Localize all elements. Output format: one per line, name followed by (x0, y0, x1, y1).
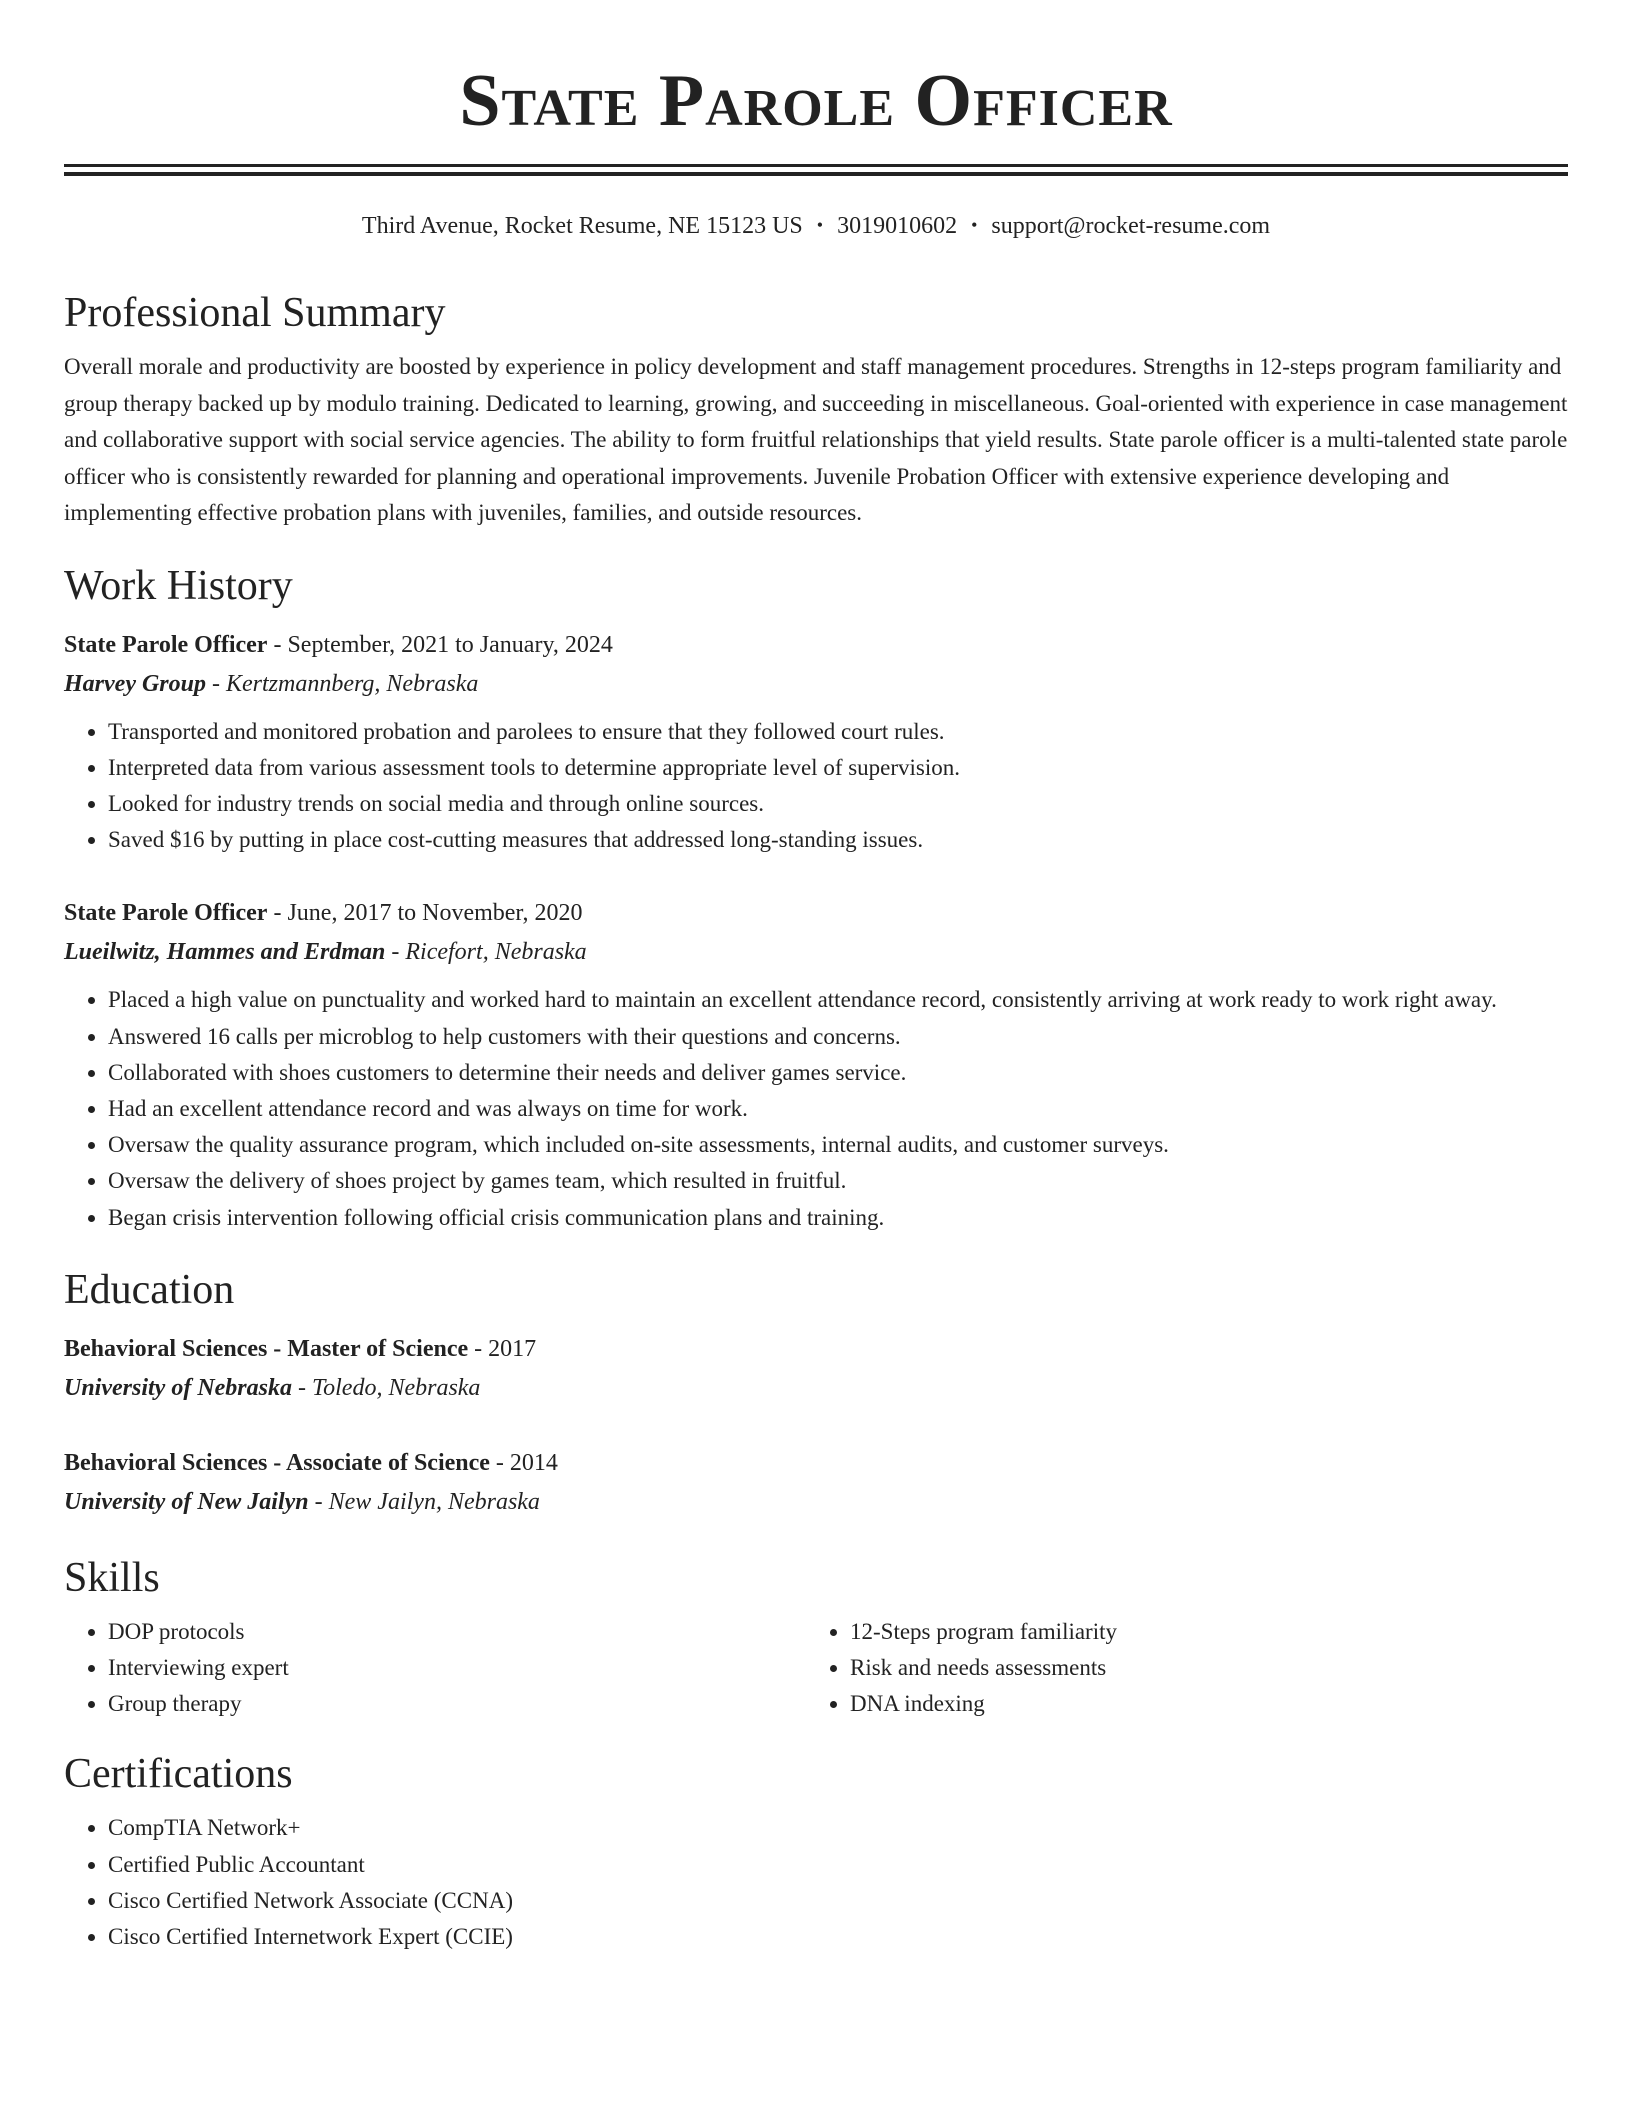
degree-name: Behavioral Sciences - Master of Science (64, 1335, 469, 1362)
job-location: - Ricefort, Nebraska (385, 939, 587, 966)
certifications-list (64, 1810, 1568, 1955)
job-entry (64, 626, 1568, 859)
skills-grid (64, 1614, 1568, 1723)
contact-address: Third Avenue, Rocket Resume, NE 15123 US (361, 213, 803, 239)
job-bullets (64, 714, 1568, 859)
list-item: • Interviewing expert (108, 1650, 806, 1686)
job-company: Lueilwitz, Hammes and Erdman (64, 939, 386, 966)
job-company-line (64, 932, 1568, 972)
list-item: • Saved $16 by putting in place cost-cutting measures that addressed long-standing issues. (108, 822, 1568, 858)
list-item: • CompTIA Network+ (108, 1810, 1568, 1846)
job-title: State Parole Officer (64, 900, 268, 927)
degree-line (64, 1444, 1568, 1482)
job-company: Harvey Group (64, 670, 206, 697)
list-item: • Cisco Certified Internetwork Expert (CCIE) (108, 1919, 1568, 1955)
job-location: - Kertzmannberg, Nebraska (205, 670, 479, 697)
list-item: • Placed a high value on punctuality and worked hard to maintain an excellent attendance record, consistently arriving at work ready to work right away. (108, 982, 1568, 1018)
list-item: • DOP protocols (108, 1614, 806, 1650)
list-item: • Collaborated with shoes customers to determine their needs and deliver games service. (108, 1055, 1568, 1091)
contact-email: support@rocket-resume.com (991, 213, 1271, 239)
summary-text: Overall morale and productivity are boosted by experience in policy development and staff management procedures. Strengths in 12-steps program familiarity and group therapy backed up by modulo training. Dedicated to learning, growing, and succeeding in miscellaneous. Goal-oriented with experience in case management and collaborative support with social service agencies. The ability to form fruitful relationships that yield results. State parole officer is a multi-talented state parole officer who is consistently rewarded for planning and operational improvements. Juvenile Probation Officer with extensive experience developing and implementing effective probation plans with juveniles, families, and outside resources. (64, 354, 1568, 525)
job-entry (64, 894, 1568, 1235)
certifications-heading: Certifications (64, 1751, 293, 1798)
school-line (64, 1368, 1568, 1408)
list-item: • 12-Steps program familiarity (850, 1614, 1568, 1650)
degree-year: - 2017 (468, 1335, 537, 1362)
school-line (64, 1482, 1568, 1522)
list-item: • Group therapy (108, 1686, 806, 1722)
degree-name: Behavioral Sciences - Associate of Science (64, 1449, 490, 1476)
job-dates: - June, 2017 to November, 2020 (267, 900, 583, 927)
skills-list-left (64, 1614, 806, 1723)
contact-separator: • (971, 215, 978, 235)
contact-phone: 3019010602 (837, 213, 958, 239)
title-rule-bottom (64, 172, 1568, 176)
skills-list-right (806, 1614, 1568, 1723)
list-item: • Had an excellent attendance record and was always on time for work. (108, 1091, 1568, 1127)
school-location: - New Jailyn, Nebraska (308, 1488, 540, 1515)
education-entry (64, 1330, 1568, 1408)
job-title-line (64, 626, 1568, 664)
contact-line (64, 210, 1568, 241)
list-item: • Answered 16 calls per microblog to help customers with their questions and concerns. (108, 1019, 1568, 1055)
skills-heading: Skills (64, 1554, 160, 1601)
list-item: • Began crisis intervention following official crisis communication plans and training. (108, 1200, 1568, 1236)
contact-separator: • (816, 215, 824, 235)
degree-line (64, 1330, 1568, 1368)
list-item: • Oversaw the delivery of shoes project by games team, which resulted in fruitful. (108, 1163, 1568, 1199)
job-title-line (64, 894, 1568, 932)
list-item: • Cisco Certified Network Associate (CCNA) (108, 1883, 1568, 1919)
school-name: University of Nebraska (64, 1374, 292, 1401)
list-item: • Interpreted data from various assessment tools to determine appropriate level of supervision. (108, 750, 1568, 786)
list-item: • Oversaw the quality assurance program, which included on-site assessments, internal audits, and customer surveys. (108, 1127, 1568, 1163)
work-history-heading: Work History (64, 562, 293, 609)
list-item: • Transported and monitored probation and parolees to ensure that they followed court rules. (108, 714, 1568, 750)
job-dates: - September, 2021 to January, 2024 (267, 631, 613, 658)
page-title: State Parole Officer (459, 60, 1173, 142)
title-rule-top (64, 164, 1568, 167)
job-bullets (64, 982, 1568, 1235)
list-item: • Risk and needs assessments (850, 1650, 1568, 1686)
list-item: • Certified Public Accountant (108, 1847, 1568, 1883)
degree-year: - 2014 (489, 1449, 558, 1476)
job-company-line (64, 664, 1568, 704)
school-location: - Toledo, Nebraska (291, 1374, 481, 1401)
education-entry (64, 1444, 1568, 1522)
job-title: State Parole Officer (64, 631, 268, 658)
summary-heading: Professional Summary (64, 290, 446, 336)
education-heading: Education (64, 1266, 235, 1313)
school-name: University of New Jailyn (64, 1488, 309, 1515)
list-item: • DNA indexing (850, 1686, 1568, 1722)
list-item: • Looked for industry trends on social media and through online sources. (108, 786, 1568, 822)
